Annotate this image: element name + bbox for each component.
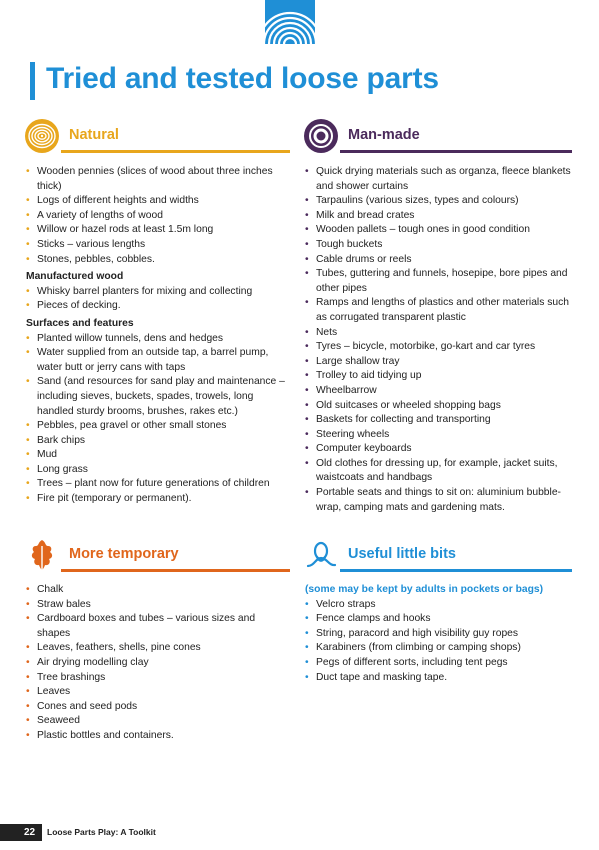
bullet-icon: • bbox=[305, 443, 309, 455]
bullet-icon: • bbox=[26, 613, 30, 625]
bullet-icon: • bbox=[26, 434, 30, 446]
bullet-icon: • bbox=[305, 414, 309, 426]
bullet-icon: • bbox=[26, 238, 30, 250]
bullet-icon: • bbox=[305, 209, 309, 221]
list-item: • Steering wheels bbox=[305, 428, 573, 443]
section-useful-heading: Useful little bits bbox=[348, 546, 456, 562]
list-item: • Pegs of different sorts, including tent pegs bbox=[305, 656, 573, 671]
page-number: 22 bbox=[0, 824, 42, 841]
list-item: • Air drying modelling clay bbox=[26, 656, 292, 671]
list-item: • Tarpaulins (various sizes, types and colours) bbox=[305, 194, 573, 209]
natural-list-column bbox=[26, 165, 292, 507]
bullet-icon: • bbox=[305, 195, 309, 207]
list-item: • Ramps and lengths of plastics and other materials such as corrugated transparent plastic bbox=[305, 297, 569, 323]
footer-title: Loose Parts Play: A Toolkit bbox=[47, 827, 156, 837]
list-item: • Large shallow tray bbox=[305, 355, 573, 370]
list-item: • Cable drums or reels bbox=[305, 253, 573, 268]
bullet-icon: • bbox=[305, 341, 309, 353]
list-item: • Mud bbox=[26, 448, 292, 463]
bullet-icon: • bbox=[305, 613, 309, 625]
tyre-icon bbox=[304, 119, 338, 153]
list-item: • Duct tape and masking tape. bbox=[305, 671, 573, 686]
bullet-icon: • bbox=[305, 642, 309, 654]
list-item: • Leaves bbox=[26, 685, 292, 700]
list-item: • Nets bbox=[305, 326, 573, 341]
list-item: • Sand (and resources for sand play and maintenance – including sieves, buckets, spades, trowels, long handled sturdy brooms, brushes, rakes etc.) bbox=[26, 376, 285, 417]
bullet-icon: • bbox=[26, 700, 30, 712]
manmade-list bbox=[305, 165, 573, 515]
bullet-icon: • bbox=[305, 457, 309, 469]
list-item: • Old suitcases or wheeled shopping bags bbox=[305, 399, 573, 414]
list-item: • Fire pit (temporary or permanent). bbox=[26, 492, 292, 507]
list-item: • Cones and seed pods bbox=[26, 700, 292, 715]
bullet-icon: • bbox=[26, 642, 30, 654]
list-item: • Wooden pennies (slices of wood about three inches thick) bbox=[26, 166, 273, 192]
list-item: • Long grass bbox=[26, 463, 292, 478]
bullet-icon: • bbox=[26, 285, 30, 297]
bullet-icon: • bbox=[26, 584, 30, 595]
list-item: • Water supplied from an outside tap, a barrel pump, water butt or jerry cans with taps bbox=[26, 347, 269, 373]
list-item: • Pebbles, pea gravel or other small stones bbox=[26, 419, 292, 434]
bullet-icon: • bbox=[305, 370, 309, 382]
bullet-icon: • bbox=[26, 420, 30, 432]
section-natural-heading: Natural bbox=[69, 127, 119, 143]
list-item: • Computer keyboards bbox=[305, 442, 573, 457]
bullet-icon: • bbox=[305, 238, 309, 250]
list-item: • Wheelbarrow bbox=[305, 384, 573, 399]
section-natural-rule bbox=[61, 150, 290, 153]
bullet-icon: • bbox=[26, 449, 30, 461]
bullet-icon: • bbox=[26, 478, 30, 490]
list-item: • Leaves, feathers, shells, pine cones bbox=[26, 641, 292, 656]
list-item: • Quick drying materials such as organza, fleece blankets and shower curtains bbox=[305, 166, 571, 192]
bullet-icon: • bbox=[26, 347, 30, 359]
bullet-icon: • bbox=[305, 428, 309, 440]
section-natural-header bbox=[25, 119, 290, 153]
section-useful-header bbox=[304, 538, 572, 572]
bullet-icon: • bbox=[26, 209, 30, 221]
bullet-icon: • bbox=[26, 729, 30, 741]
useful-note: (some may be kept by adults in pockets or bags) bbox=[305, 584, 544, 595]
bullet-icon: • bbox=[26, 166, 30, 177]
list-item: • Tubes, guttering and funnels, hosepipe, bore pipes and other pipes bbox=[305, 268, 568, 294]
list-item: • Willow or hazel rods at least 1.5m long bbox=[26, 223, 292, 238]
bullet-icon: • bbox=[26, 376, 30, 388]
section-temporary-rule bbox=[61, 569, 290, 572]
bullet-icon: • bbox=[305, 399, 309, 411]
list-item: • Tyres – bicycle, motorbike, go-kart and car tyres bbox=[305, 340, 573, 355]
bullet-icon: • bbox=[305, 656, 309, 668]
temporary-list-column bbox=[26, 583, 292, 744]
bullet-icon: • bbox=[305, 598, 309, 610]
list-item: • Trees – plant now for future generations of children bbox=[26, 477, 292, 492]
section-temporary-header bbox=[25, 538, 290, 572]
list-item: • Cardboard boxes and tubes – various sizes and shapes bbox=[26, 613, 256, 639]
oak-leaf-icon bbox=[25, 538, 59, 572]
tree-rings-logo-icon bbox=[265, 0, 315, 44]
surfaces-features-subheading: Surfaces and features bbox=[26, 317, 134, 329]
list-item: • Fence clamps and hooks bbox=[305, 612, 573, 627]
list-item: • Chalk bbox=[26, 583, 292, 598]
list-item: • Tough buckets bbox=[305, 238, 573, 253]
bullet-icon: • bbox=[26, 493, 30, 505]
list-item: • Portable seats and things to sit on: aluminium bubble-wrap, camping mats and gardening mats. bbox=[305, 487, 561, 513]
list-item: • Karabiners (from climbing or camping shops) bbox=[305, 641, 573, 656]
rope-knot-icon bbox=[304, 538, 338, 572]
list-item: • Straw bales bbox=[26, 598, 292, 613]
bullet-icon: • bbox=[26, 686, 30, 698]
bullet-icon: • bbox=[26, 300, 30, 312]
bullet-icon: • bbox=[305, 297, 309, 309]
section-manmade-header bbox=[304, 119, 572, 153]
bullet-icon: • bbox=[305, 671, 309, 683]
bullet-icon: • bbox=[305, 166, 309, 177]
bullet-icon: • bbox=[305, 627, 309, 639]
section-temporary-heading: More temporary bbox=[69, 546, 179, 562]
bullet-icon: • bbox=[305, 253, 309, 265]
list-item: • A variety of lengths of wood bbox=[26, 209, 292, 224]
section-useful-rule bbox=[340, 569, 572, 572]
section-manmade-heading: Man-made bbox=[348, 127, 420, 143]
list-item: • Wooden pallets – tough ones in good condition bbox=[305, 223, 573, 238]
bullet-icon: • bbox=[305, 326, 309, 338]
list-item: • String, paracord and high visibility guy ropes bbox=[305, 627, 573, 642]
useful-list bbox=[305, 598, 573, 686]
temporary-list bbox=[26, 583, 292, 744]
list-item: • Milk and bread crates bbox=[305, 209, 573, 224]
list-item: • Tree brashings bbox=[26, 671, 292, 686]
list-item: • Trolley to aid tidying up bbox=[305, 369, 573, 384]
bullet-icon: • bbox=[305, 355, 309, 367]
bullet-icon: • bbox=[26, 671, 30, 683]
list-item: • Old clothes for dressing up, for example, jacket suits, waistcoats and handbags bbox=[305, 457, 558, 484]
list-item: • Seaweed bbox=[26, 714, 292, 729]
bullet-icon: • bbox=[26, 656, 30, 668]
bullet-icon: • bbox=[26, 224, 30, 236]
bullet-icon: • bbox=[26, 598, 30, 610]
bullet-icon: • bbox=[305, 224, 309, 236]
bullet-icon: • bbox=[305, 268, 309, 280]
bullet-icon: • bbox=[305, 384, 309, 396]
surfaces-features-list bbox=[26, 332, 292, 507]
useful-list-column bbox=[305, 583, 573, 685]
bullet-icon: • bbox=[26, 195, 30, 207]
manmade-list-column bbox=[305, 165, 573, 515]
title-accent-bar bbox=[30, 62, 35, 100]
page-title: Tried and tested loose parts bbox=[46, 62, 439, 95]
list-item: • Whisky barrel planters for mixing and collecting bbox=[26, 285, 292, 300]
list-item: • Planted willow tunnels, dens and hedges bbox=[26, 332, 292, 347]
list-item: • Stones, pebbles, cobbles. bbox=[26, 253, 292, 268]
list-item: • Plastic bottles and containers. bbox=[26, 729, 292, 744]
manufactured-wood-list bbox=[26, 285, 292, 314]
list-item: • Logs of different heights and widths bbox=[26, 194, 292, 209]
tree-rings-icon bbox=[25, 119, 59, 153]
bullet-icon: • bbox=[26, 332, 30, 344]
list-item: • Baskets for collecting and transporting bbox=[305, 413, 573, 428]
bullet-icon: • bbox=[26, 715, 30, 727]
manufactured-wood-subheading: Manufactured wood bbox=[26, 271, 124, 283]
list-item: • Bark chips bbox=[26, 434, 292, 449]
list-item: • Pieces of decking. bbox=[26, 299, 292, 314]
list-item: • Velcro straps bbox=[305, 598, 573, 613]
list-item: • Sticks – various lengths bbox=[26, 238, 292, 253]
bullet-icon: • bbox=[305, 487, 309, 499]
section-manmade-rule bbox=[340, 150, 572, 153]
bullet-icon: • bbox=[26, 463, 30, 475]
bullet-icon: • bbox=[26, 253, 30, 265]
natural-list bbox=[26, 165, 292, 267]
